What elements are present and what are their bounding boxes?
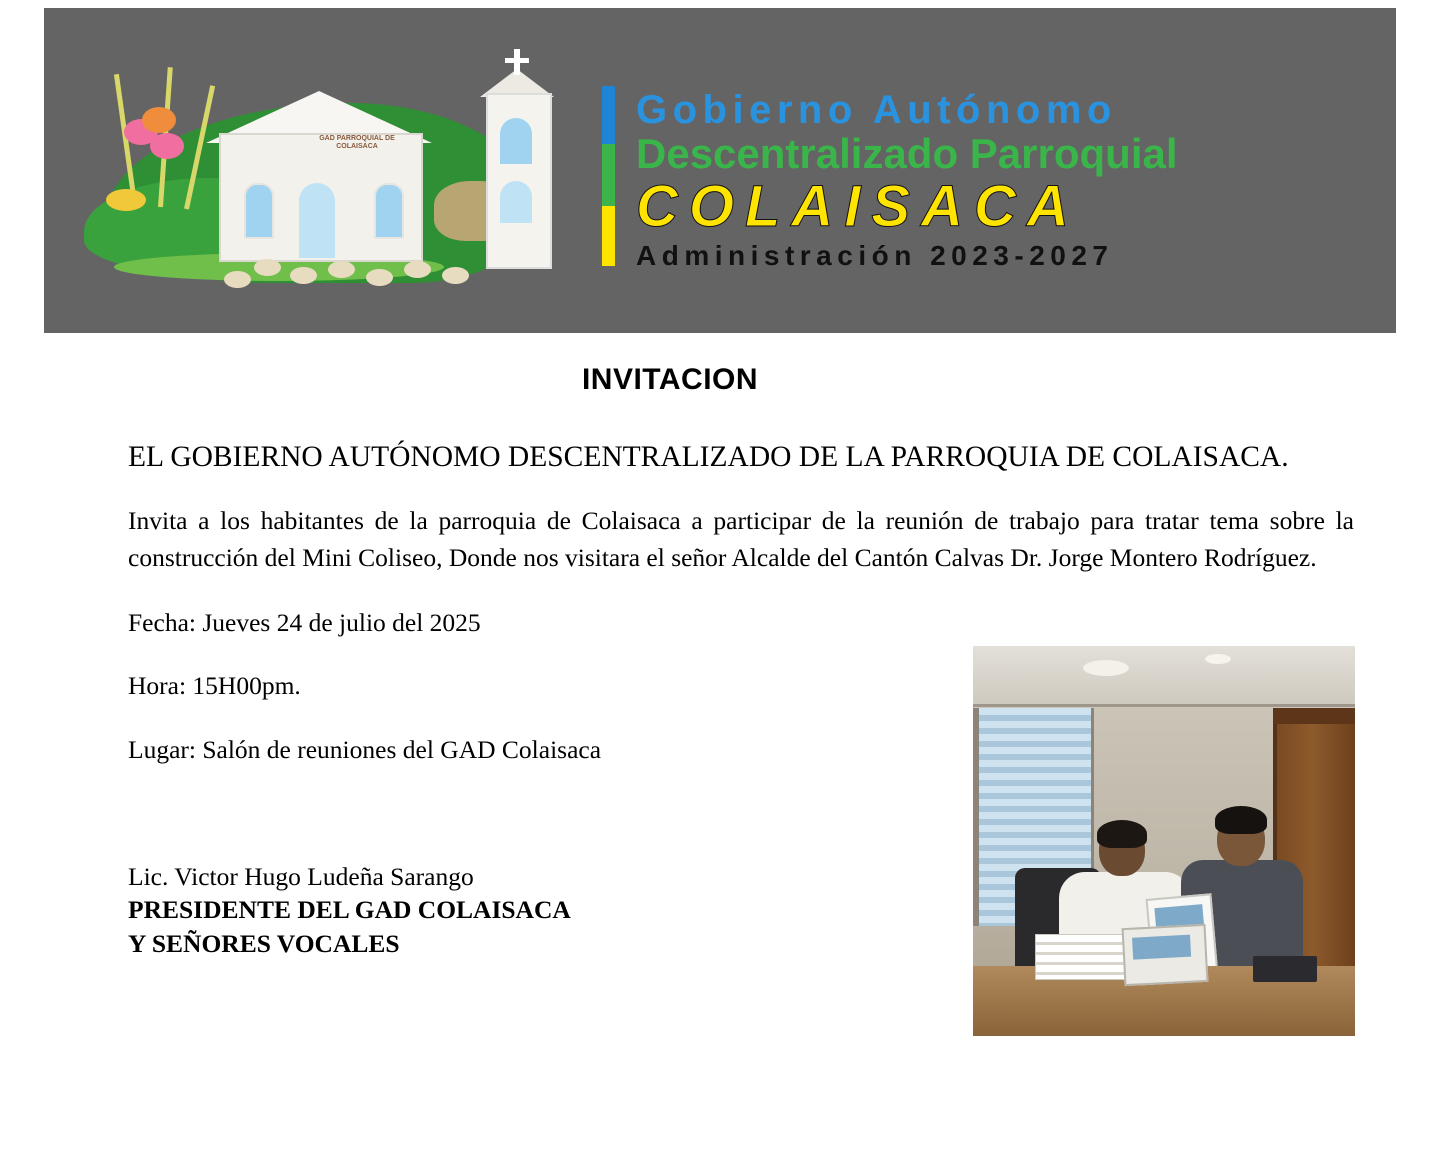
emblem-church-door [299, 183, 335, 258]
emblem-church-window-left [244, 183, 274, 239]
emblem-stone-7 [224, 271, 251, 288]
emblem-caption-text: GAD PARROQUIAL DE COLAISACA [319, 135, 395, 151]
emblem-flower-yellow [106, 189, 146, 211]
emblem-stone-2 [290, 267, 317, 284]
header-banner [44, 8, 1396, 333]
emblem-flower-pink-2 [150, 133, 184, 159]
wordmark-line-administracion: Administración 2023-2027 [636, 240, 1114, 272]
signature-name: Lic. Victor Hugo Ludeña Sarango [128, 861, 474, 891]
photo-binder [1122, 924, 1209, 986]
brand-bar-green [602, 144, 615, 206]
emblem-church-window-right [374, 183, 404, 239]
wordmark-line-descentralizado-parroquial: Descentralizado Parroquial [636, 130, 1178, 177]
emblem-stone-1 [254, 259, 281, 276]
photo-person-left-hair [1097, 820, 1147, 848]
photo-ceiling [973, 646, 1355, 708]
emblem-stone-6 [442, 267, 469, 284]
emblem-stone-4 [366, 269, 393, 286]
page-title: INVITACION [581, 363, 759, 396]
brand-bar-yellow [602, 206, 615, 266]
emblem-stone-3 [328, 261, 355, 278]
emblem-tower-window-upper [500, 118, 532, 164]
signature-role-line-1: PRESIDENTE DEL GAD COLAISACA [128, 895, 571, 925]
signature-role-line-2: Y SEÑORES VOCALES [128, 929, 400, 959]
brand-bar-blue [602, 86, 615, 144]
field-hora: Hora: 15H00pm. [128, 671, 301, 701]
emblem-stone-5 [404, 261, 431, 278]
photo-person-right-hair [1215, 806, 1267, 834]
brand-color-bars [602, 86, 615, 266]
document-lead-paragraph: EL GOBIERNO AUTÓNOMO DESCENTRALIZADO DE LA PARROQUIA DE COLAISACA. [128, 441, 1289, 473]
field-fecha: Fecha: Jueves 24 de julio del 2025 [128, 607, 481, 637]
banner-wordmark [636, 90, 1396, 270]
photo-ceiling-light-1 [1083, 660, 1129, 676]
wordmark-line-colaisaca: COLAISACA [636, 174, 1080, 240]
photo-binder-cover-image [1132, 935, 1191, 960]
field-lugar: Lugar: Salón de reuniones del GAD Colaisaca [128, 735, 602, 765]
photo-dark-folder [1253, 956, 1317, 982]
photo-ceiling-light-2 [1205, 654, 1231, 664]
emblem-tower-window-lower [500, 181, 532, 223]
meeting-photo [973, 646, 1355, 1036]
wordmark-line-gobierno-autonomo: Gobierno Autónomo [636, 88, 1117, 132]
emblem-flower-orange [142, 107, 176, 133]
document-body-paragraph: Invita a los habitantes de la parroquia de Colaisaca a participar de la reunión de trabajo para tratar tema sobre la construcción del Mini Coliseo, Donde nos visitara el señor Alcalde del Cantón Calvas Dr. Jorge Montero Rodríguez. [128, 505, 1354, 572]
photo-ceiling-edge [973, 704, 1355, 707]
emblem-cross-crossbar [505, 58, 529, 63]
gad-emblem-logo [84, 63, 584, 288]
